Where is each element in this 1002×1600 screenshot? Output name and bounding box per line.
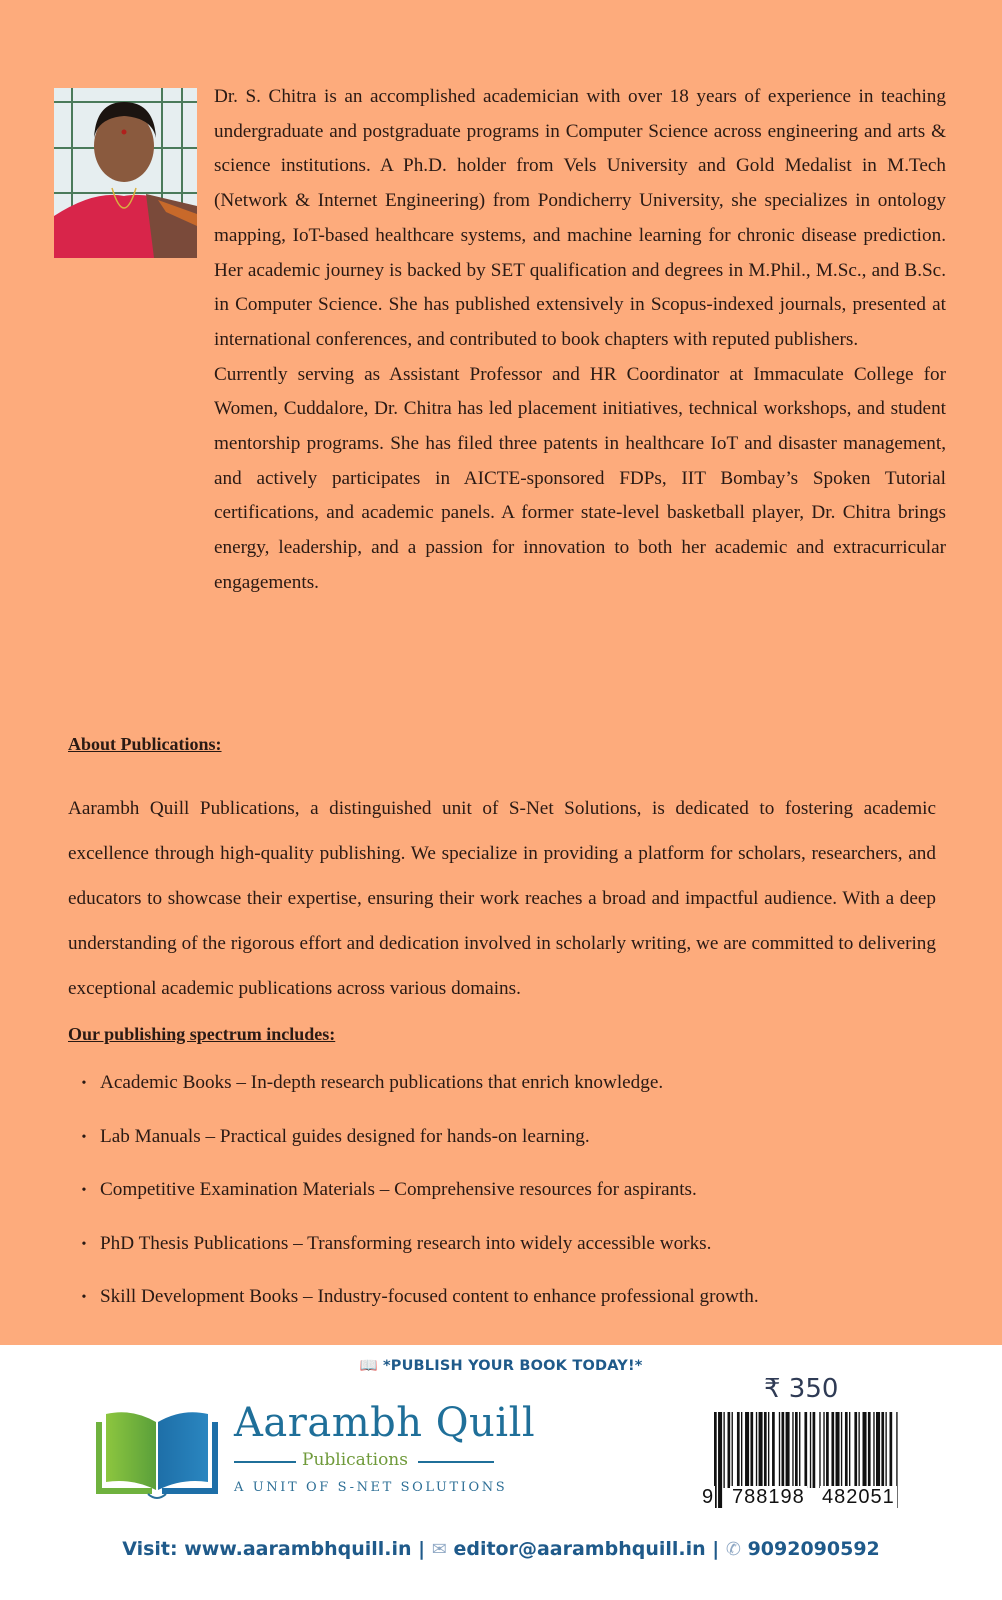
phone-link[interactable]: 9092090592	[747, 1538, 880, 1560]
barcode-bar	[881, 1412, 884, 1488]
barcode-bar	[873, 1412, 874, 1488]
publishing-spectrum-heading: Our publishing spectrum includes:	[68, 1024, 336, 1044]
bullet-icon: •	[81, 1129, 87, 1145]
barcode-bar	[804, 1412, 807, 1488]
separator: |	[712, 1538, 720, 1560]
barcode-bar	[876, 1412, 880, 1488]
list-item-text: Skill Development Books – Industry-focused content to enhance professional growth.	[100, 1286, 759, 1307]
barcode-bar	[756, 1412, 757, 1488]
barcode-bar	[732, 1412, 733, 1488]
publish-cta	[0, 1357, 1002, 1374]
author-portrait-image	[54, 88, 197, 258]
barcode-bar	[718, 1412, 722, 1508]
logo-tagline: A UNIT OF S-NET SOLUTIONS	[234, 1480, 508, 1495]
about-publications-body: Aarambh Quill Publications, a distinguished unit of S-Net Solutions, is dedicated to fostering academic excellence through high-quality publishing. We specialize in providing a platform for scholars, researchers, and educators to showcase their expertise, ensuring their work reaches a broad and impactful audience. With a deep understanding of the rigorous effort and dedication involved in scholarly writing, we are committed to delivering exceptional academic publications across various domains.	[68, 798, 936, 999]
about-publications-heading: About Publications:	[68, 734, 222, 754]
barcode-bar	[841, 1412, 842, 1488]
barcode-bar	[772, 1412, 775, 1488]
list-item-text: PhD Thesis Publications – Transforming research into widely accessible works.	[100, 1232, 712, 1254]
list-item	[68, 1233, 759, 1287]
barcode-bar	[863, 1412, 867, 1488]
logo-title: Aarambh Quill	[234, 1400, 536, 1446]
barcode-bar	[750, 1412, 753, 1488]
list-item	[68, 1126, 759, 1180]
open-book-icon: 📖	[359, 1358, 378, 1374]
email-link[interactable]: editor@aarambhquill.in	[453, 1538, 706, 1560]
publishing-spectrum-list	[68, 1072, 759, 1340]
list-item-text: Competitive Examination Materials – Comprehensive resources for aspirants.	[100, 1179, 697, 1200]
barcode-bar	[745, 1412, 749, 1488]
logo-subtitle: Publications	[302, 1450, 408, 1470]
barcode-bar	[810, 1412, 811, 1488]
list-item	[68, 1072, 759, 1126]
book-price: ₹ 350	[764, 1374, 839, 1404]
barcode-bar	[854, 1412, 857, 1488]
bullet-icon: •	[81, 1236, 87, 1252]
barcode-bar	[858, 1412, 859, 1488]
list-item	[68, 1286, 759, 1340]
barcode-bar	[741, 1412, 742, 1488]
author-photo	[54, 88, 197, 258]
barcode-bar	[764, 1412, 767, 1488]
barcode-bar	[737, 1412, 740, 1488]
envelope-icon: ✉	[431, 1539, 447, 1560]
barcode-bar	[786, 1412, 790, 1488]
bullet-icon: •	[81, 1183, 87, 1198]
barcode-bar	[768, 1412, 769, 1488]
logo-divider	[234, 1461, 296, 1463]
whatsapp-icon: ✆	[725, 1539, 741, 1560]
barcode-bar	[813, 1412, 816, 1488]
logo-divider	[418, 1461, 494, 1463]
barcode-bar	[759, 1412, 763, 1488]
bio-paragraph: Currently serving as Assistant Professor and HR Coordinator at Immaculate College for Women, Cuddalore, Dr. Chitra has led placement initiatives, technical workshops, and student mentorship programs. She has filed three patents in healthcare IoT and disaster management, and actively participates in AICTE-sponsored FDPs, IIT Bombay’s Spoken Tutorial certifications, and academic panels. A former state-level basketball player, Dr. Chitra brings energy, leadership, and a passion for innovation to both her academic and extracurricular engagements.	[214, 363, 946, 593]
barcode-bar	[890, 1412, 893, 1488]
isbn-first-digit: 9	[702, 1486, 714, 1508]
barcode-bar	[836, 1412, 840, 1488]
publish-cta-text: *PUBLISH YOUR BOOK TODAY!*	[382, 1358, 643, 1374]
barcode-bar	[868, 1412, 871, 1488]
isbn-digit-group-2: 482051	[822, 1486, 895, 1508]
open-book-logo-icon	[92, 1408, 222, 1500]
publisher-logo	[92, 1400, 536, 1508]
isbn-digit-group-1: 788198	[732, 1486, 805, 1508]
barcode-bar	[849, 1412, 850, 1488]
bio-paragraph: Dr. S. Chitra is an accomplished academician with over 18 years of experience in teaching undergraduate and postgraduate programs in Computer Science across engineering and arts & science institutions. A Ph.D. holder from Vels University and Gold Medalist in M.Tech (Network & Internet Engineering) from Pondicherry University, she specializes in ontology mapping, IoT-based healthcare systems, and machine learning for chronic disease prediction. Her academic journey is backed by SET qualification and degrees in M.Phil., M.Sc., and B.Sc. in Computer Science. She has published extensively in Scopus-indexed journals, presented at international conferences, and contributed to book chapters with reputed publishers.	[214, 86, 946, 350]
separator: |	[418, 1538, 426, 1560]
barcode-bar	[823, 1412, 824, 1488]
barcode-bar	[792, 1412, 793, 1488]
barcode-bar	[799, 1412, 800, 1488]
bullet-icon: •	[81, 1290, 87, 1305]
website-link[interactable]: Visit: www.aarambhquill.in	[122, 1538, 412, 1560]
list-item	[68, 1179, 759, 1233]
barcode-bar	[779, 1412, 780, 1488]
barcode-bar	[885, 1412, 886, 1488]
bullet-icon: •	[81, 1076, 87, 1091]
barcode-bar	[728, 1412, 731, 1488]
barcode-bar	[795, 1412, 798, 1488]
author-bio	[214, 80, 946, 601]
barcode-bar	[723, 1412, 724, 1488]
barcode-bar	[845, 1412, 848, 1488]
contact-line	[0, 1538, 1002, 1560]
list-item-text: Lab Manuals – Practical guides designed for hands-on learning.	[100, 1125, 590, 1147]
list-item-text: Academic Books – In-depth research publications that enrich knowledge.	[100, 1072, 664, 1093]
barcode-bar	[782, 1412, 785, 1488]
barcode-bar	[819, 1412, 820, 1488]
